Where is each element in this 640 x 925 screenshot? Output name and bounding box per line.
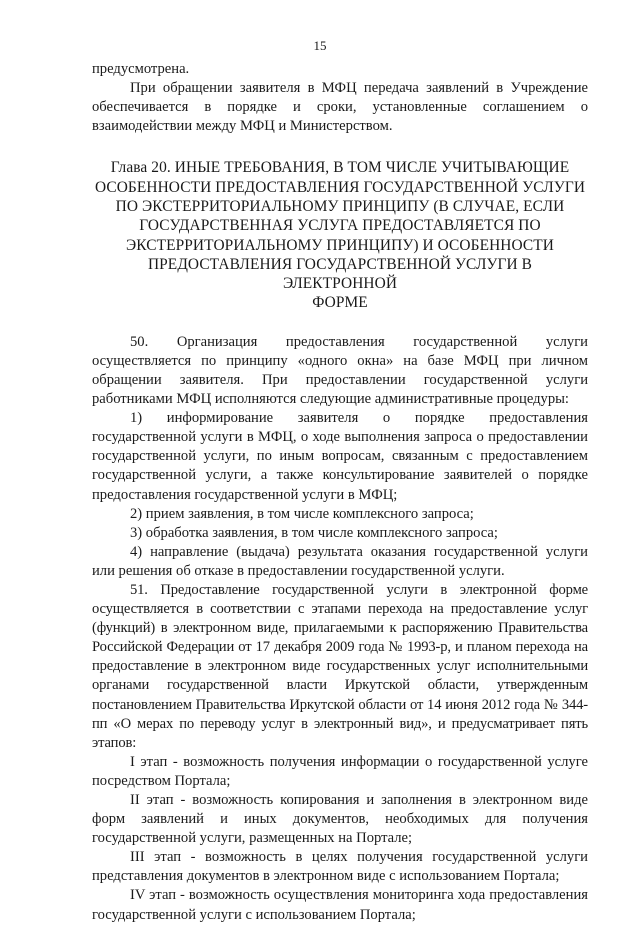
stage-4: IV этап - возможность осуществления мониторинга хода предоставления государственной услуги с использованием Портала; [92, 887, 588, 923]
chapter-heading-line: ПРЕДОСТАВЛЕНИЯ ГОСУДАРСТВЕННОЙ УСЛУГИ В ЭЛЕКТРОННОЙ [147, 255, 533, 293]
paragraph-50: 50. Организация предоставления государственной услуги осуществляется по принципу «одного окна» на базе МФЦ при личном обращении заявителя. При предоставлении государственной услуги работниками МФЦ исполняются следующие административные процедуры: [92, 333, 588, 408]
paragraph-mfc-transfer: При обращении заявителя в МФЦ передача заявлений в Учреждение обеспечивается в порядке и сроки, установленные соглашением о взаимодействии между МФЦ и Министерством. [92, 80, 588, 135]
chapter-heading [92, 158, 588, 312]
list-item-1: 1) информирование заявителя о порядке предоставления государственной услуги в МФЦ, о ходе выполнения запроса о предоставлении государственной услуги, по иным вопросам, связанным с предоставлением государственной услуги, а также консультирование заявителей о порядке предоставления государственной услуги в МФЦ; [92, 410, 588, 503]
page-number: 15 [313, 38, 327, 53]
paragraph-51: 51. Предоставление государственной услуги в электронной форме осуществляется в соответствии с этапами перехода на предоставление услуг (функций) в электронном виде, прилагаемыми к распоряжению Правительства Российской Федерации от 17 декабря 2009 года № 1993-р, и планом перехода на предоставление в электронном виде государственных услуг исполнительными органами государственной власти Иркутской области, утвержденным постановлением Правительства Иркутской области от 14 июня 2012 года № 344-пп «О мерах по переводу услуг в электронный вид», и предусматривает пять этапов: [92, 581, 588, 751]
chapter-heading-line: Глава 20. ИНЫЕ ТРЕБОВАНИЯ, В ТОМ ЧИСЛЕ УЧИТЫВАЮЩИЕ [110, 159, 570, 177]
list-item-4: 4) направление (выдача) результата оказания государственной услуги или решения об отказе в предоставлении государственной услуги. [92, 543, 588, 579]
stage-1: I этап - возможность получения информации о государственной услуге посредством Портала; [92, 753, 588, 789]
stage-3: III этап - возможность в целях получения государственной услуги представления документов в электронном виде с использованием Портала; [92, 849, 588, 885]
chapter-heading-line: ПО ЭКСТЕРРИТОРИАЛЬНОМУ ПРИНЦИПУ (В СЛУЧАЕ, ЕСЛИ [115, 197, 565, 215]
chapter-heading-line: ЭКСТЕРРИТОРИАЛЬНОМУ ПРИНЦИПУ) И ОСОБЕННОСТИ [126, 236, 554, 254]
chapter-heading-line: ГОСУДАРСТВЕННАЯ УСЛУГА ПРЕДОСТАВЛЯЕТСЯ ПО [139, 217, 541, 235]
stage-2: II этап - возможность копирования и заполнения в электронном виде форм заявлений и иных документов, необходимых для получения государственной услуги, размещенных на Портале; [92, 792, 588, 847]
chapter-heading-line: ФОРМЕ [312, 294, 368, 312]
list-item-2: 2) прием заявления, в том числе комплексного запроса; [130, 505, 474, 522]
list-item-3: 3) обработка заявления, в том числе комплексного запроса; [130, 524, 498, 541]
page-content [92, 60, 588, 925]
chapter-heading-line: ОСОБЕННОСТИ ПРЕДОСТАВЛЕНИЯ ГОСУДАРСТВЕННОЙ УСЛУГИ [94, 178, 586, 196]
paragraph-continuation: предусмотрена. [92, 61, 190, 77]
